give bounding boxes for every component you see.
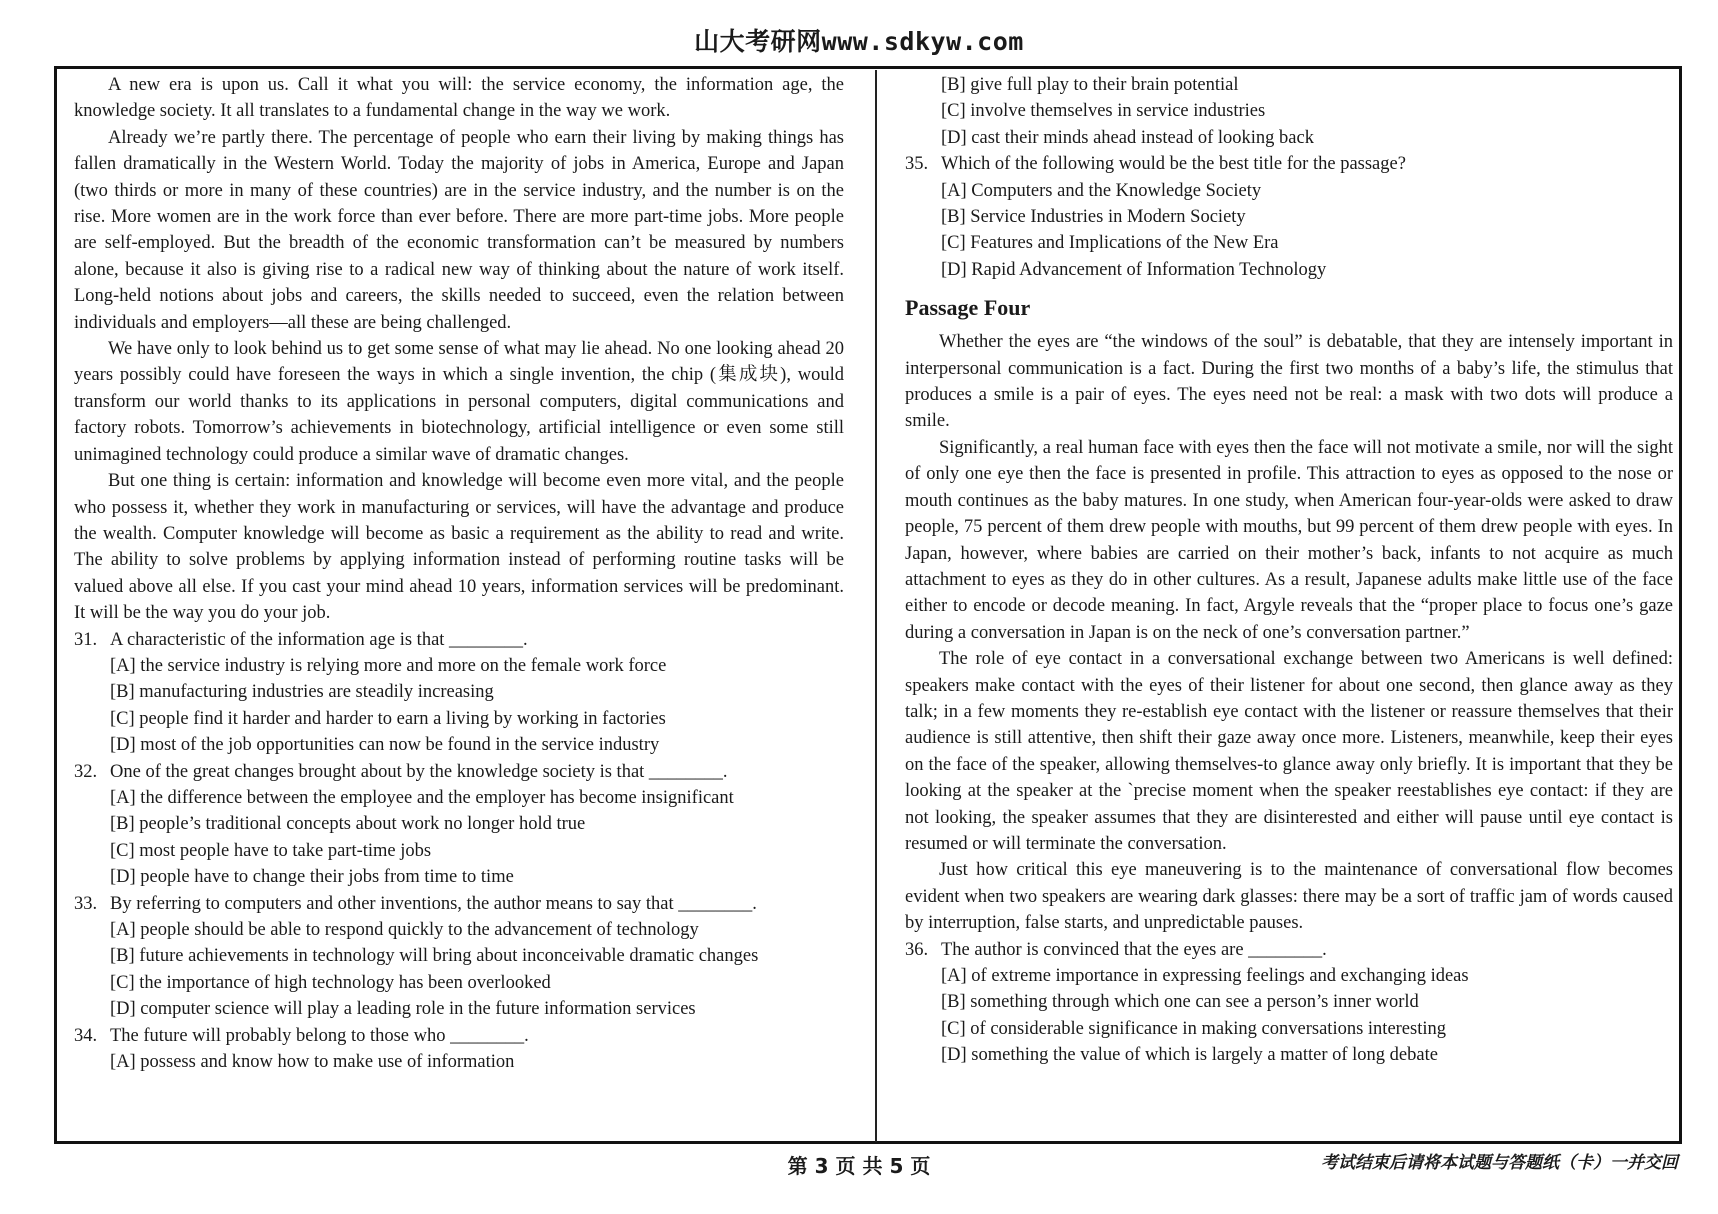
option-c: [C] Features and Implications of the New Era — [941, 233, 1279, 254]
question-stem: Which of the following would be the best title for the passage? — [941, 154, 1406, 175]
option-b: [B] give full play to their brain potential — [941, 75, 1239, 95]
question-stem: The future will probably belong to those who ________. — [110, 1025, 529, 1046]
paragraph: The role of eye contact in a conversational exchange between two Americans is well defined: speakers make contact with the eyes of their listener for about one second, then glance away as they talk; in a few moments they re-establish eye contact with the listener or reassure themselves that their audience is still attentive, then shift their gaze away once more. Listeners, meanwhile, keep their eyes on the face of the speaker, allowing themselves-to glance away only briefly. It is important that they be looking at the speaker at the `precise moment when the speaker reestablishes eye contact: if they are not looking, the speaker assumes that they are disinterested and either will pause until eye contact is resumed or will terminate the conversation. — [905, 649, 1673, 854]
question-31 — [74, 627, 844, 759]
question-33 — [74, 891, 844, 1023]
question-number: 36. — [905, 939, 929, 960]
paragraph: Just how critical this eye maneuvering is to the maintenance of conversational flow becomes evident when two speakers are wearing dark glasses: there may be a sort of traffic jam of words caused by interruption, false starts, and unpredictable pauses. — [905, 860, 1673, 934]
paragraph: But one thing is certain: information and knowledge will become even more vital, and the people who possess it, whether they work in manufacturing or services, will have the advantage and produce the wealth. Computer knowledge will become as basic a requirement as the ability to read and write. The ability to solve problems by applying information instead of performing routine tasks will be valued above all else. If you cast your mind ahead 10 years, information services will be predominant. It will be the way you do your job. — [74, 471, 844, 624]
question-32 — [74, 759, 844, 891]
option-b: [B] manufacturing industries are steadily increasing — [110, 682, 494, 703]
option-d: [D] cast their minds ahead instead of looking back — [941, 127, 1314, 148]
option-b: [B] Service Industries in Modern Society — [941, 207, 1246, 228]
question-stem: A characteristic of the information age is that ________. — [110, 629, 528, 650]
paragraph: We have only to look behind us to get some sense of what may lie ahead. No one looking ahead 20 years possibly could have foreseen the ways in which a single invention, the chip (集成块), would transform our world thanks to its applications in personal computers, digital communications and factory robots. Tomorrow’s achievements in biotechnology, artificial intelligence or even some still unimagined technology could produce a similar wave of dramatic changes. — [74, 339, 844, 465]
paragraph: Already we’re partly there. The percentage of people who earn their living by making things has fallen dramatically in the Western World. Today the majority of jobs in America, Europe and Japan (two thirds or more in many of these countries) are in the service industry, and the number is on the rise. More women are in the work force than ever before. There are more part-time jobs. More people are self-employed. But the breadth of the economic transformation can’t be measured by numbers alone, because it also is giving rise to a radical new way of thinking about the nature of work itself. Long-held notions about jobs and careers, the skills needed to succeed, even the relation between individuals and employers—all these are being challenged. — [74, 127, 844, 333]
option-b: [B] something through which one can see a person’s inner world — [941, 992, 1419, 1013]
option-c: [C] involve themselves in service industries — [941, 101, 1266, 122]
option-b: [B] future achievements in technology will bring about inconceivable dramatic changes — [110, 946, 759, 967]
option-d: [D] most of the job opportunities can now be found in the service industry — [110, 735, 660, 756]
option-c: [C] the importance of high technology has been overlooked — [110, 972, 551, 993]
page-number: 第 3 页 共 5 页 — [787, 1154, 931, 1178]
paragraph: Whether the eyes are “the windows of the soul” is debatable, that they are intensely important in interpersonal communication is a fact. During the first two months of a baby’s life, the stimulus that produces a smile is a pair of eyes. The eyes need not be real: a mask with two dots will produce a smile. — [905, 332, 1673, 432]
option-c: [C] people find it harder and harder to earn a living by working in factories — [110, 708, 666, 729]
question-35 — [905, 151, 1673, 283]
option-a: [A] the service industry is relying more and more on the female work force — [110, 655, 667, 676]
question-36 — [905, 937, 1673, 1069]
question-number: 31. — [74, 629, 98, 650]
option-b: [B] people’s traditional concepts about work no longer hold true — [110, 814, 586, 835]
option-d: [D] Rapid Advancement of Information Technology — [941, 259, 1327, 280]
question-stem: By referring to computers and other inventions, the author means to say that ________. — [110, 893, 757, 914]
option-a: [A] the difference between the employee and the employer has become insignificant — [110, 787, 734, 808]
option-d: [D] computer science will play a leading role in the future information services — [110, 999, 696, 1020]
question-number: 32. — [74, 761, 98, 782]
question-number: 35. — [905, 154, 929, 175]
question-stem: The author is convinced that the eyes are ________. — [941, 939, 1327, 960]
option-a: [A] Computers and the Knowledge Society — [941, 180, 1262, 201]
option-d: [D] people have to change their jobs from time to time — [110, 867, 514, 888]
left-column — [74, 72, 844, 1136]
footer-note: 考试结束后请将本试题与答题纸（卡）一并交回 — [1321, 1153, 1678, 1173]
right-column — [905, 72, 1673, 1136]
page-header: 山大考研网www.sdkyw.com — [694, 27, 1024, 56]
option-a: [A] people should be able to respond quickly to the advancement of technology — [110, 920, 699, 940]
paragraph: A new era is upon us. Call it what you will: the service economy, the information age, the knowledge society. It all translates to a fundamental change in the way we work. — [74, 75, 844, 122]
paragraph: Significantly, a real human face with eyes then the face will not motivate a smile, nor will the sight of only one eye then the face is presented in profile. This attraction to eyes as opposed to the nose or mouth continues as the baby matures. In one study, when American four-year-olds were asked to draw people, 75 percent of them drew people with mouths, but 99 percent of them drew people with eyes. In Japan, however, where babies are carried on their mother’s back, infants to not acquire as much attachment to eyes as they do in other cultures. As a result, Japanese adults make little use of the face either to encode or decode meaning. In fact, Argyle reveals that the “proper place to focus one’s gaze during a conversation in Japan is on the neck of one’s conversation partner.” — [905, 437, 1673, 643]
question-stem: One of the great changes brought about by the knowledge society is that ________. — [110, 761, 728, 782]
option-c: [C] most people have to take part-time jobs — [110, 840, 432, 861]
column-divider — [875, 70, 877, 1142]
option-d: [D] something the value of which is largely a matter of long debate — [941, 1045, 1438, 1066]
passage-title: Passage Four — [905, 295, 1031, 321]
option-a: [A] of extreme importance in expressing feelings and exchanging ideas — [941, 966, 1469, 986]
option-c: [C] of considerable significance in making conversations interesting — [941, 1018, 1447, 1039]
option-a: [A] possess and know how to make use of information — [110, 1052, 515, 1073]
question-number: 34. — [74, 1025, 98, 1046]
question-number: 33. — [74, 893, 98, 914]
question-34 — [74, 1023, 844, 1076]
question-34-continued — [905, 72, 1673, 151]
